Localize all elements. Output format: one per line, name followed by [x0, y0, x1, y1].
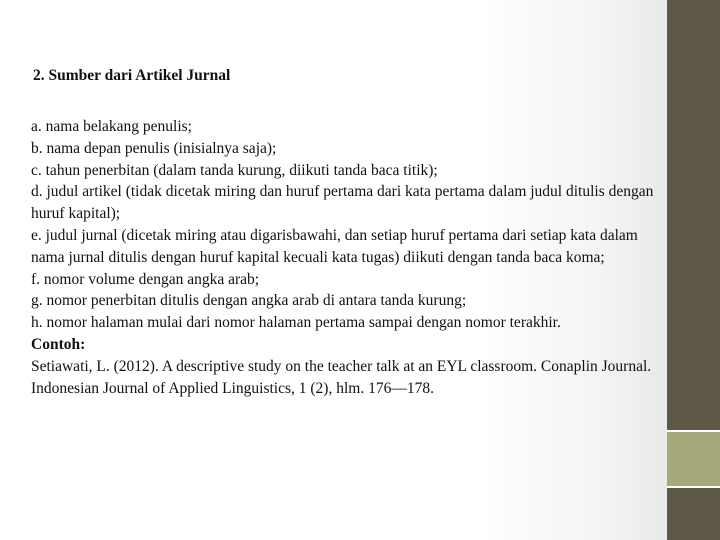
sidebar-dark-bar-bottom	[667, 488, 720, 540]
example-label: Contoh:	[31, 335, 86, 353]
list-item-e: e. judul jurnal (dicetak miring atau digarisbawahi, dan setiap huruf pertama dari setiap kata dalam nama jurnal ditulis dengan huruf kapital kecuali kata tugas) diikuti dengan tanda baca koma;	[31, 226, 638, 266]
list-item-g: g. nomor penerbitan ditulis dengan angka arab di antara tanda kurung;	[31, 292, 467, 310]
list-item-b: b. nama depan penulis (inisialnya saja);	[31, 139, 277, 157]
list-item-c: c. tahun penerbitan (dalam tanda kurung, diikuti tanda baca titik);	[31, 161, 438, 179]
list-item-a: a. nama belakang penulis;	[31, 118, 192, 135]
list-item-f: f. nomor volume dengan angka arab;	[31, 270, 260, 288]
list-item-h: h. nomor halaman mulai dari nomor halaman pertama sampai dengan nomor terakhir.	[31, 314, 561, 332]
sidebar-accent-bar	[667, 432, 720, 486]
list-item-d: d. judul artikel (tidak dicetak miring dan huruf pertama dari kata pertama dalam judul ditulis dengan huruf kapital);	[31, 183, 654, 223]
content-block	[31, 116, 661, 399]
sidebar-dark-bar-top	[667, 0, 720, 430]
example-citation: Setiawati, L. (2012). A descriptive study on the teacher talk at an EYL classroom. Conaplin Journal. Indonesian Journal of Applied Linguistics, 1 (2), hlm. 176—178.	[31, 357, 652, 397]
decorative-sidebar	[667, 0, 720, 540]
slide-title: 2. Sumber dari Artikel Jurnal	[33, 67, 231, 84]
